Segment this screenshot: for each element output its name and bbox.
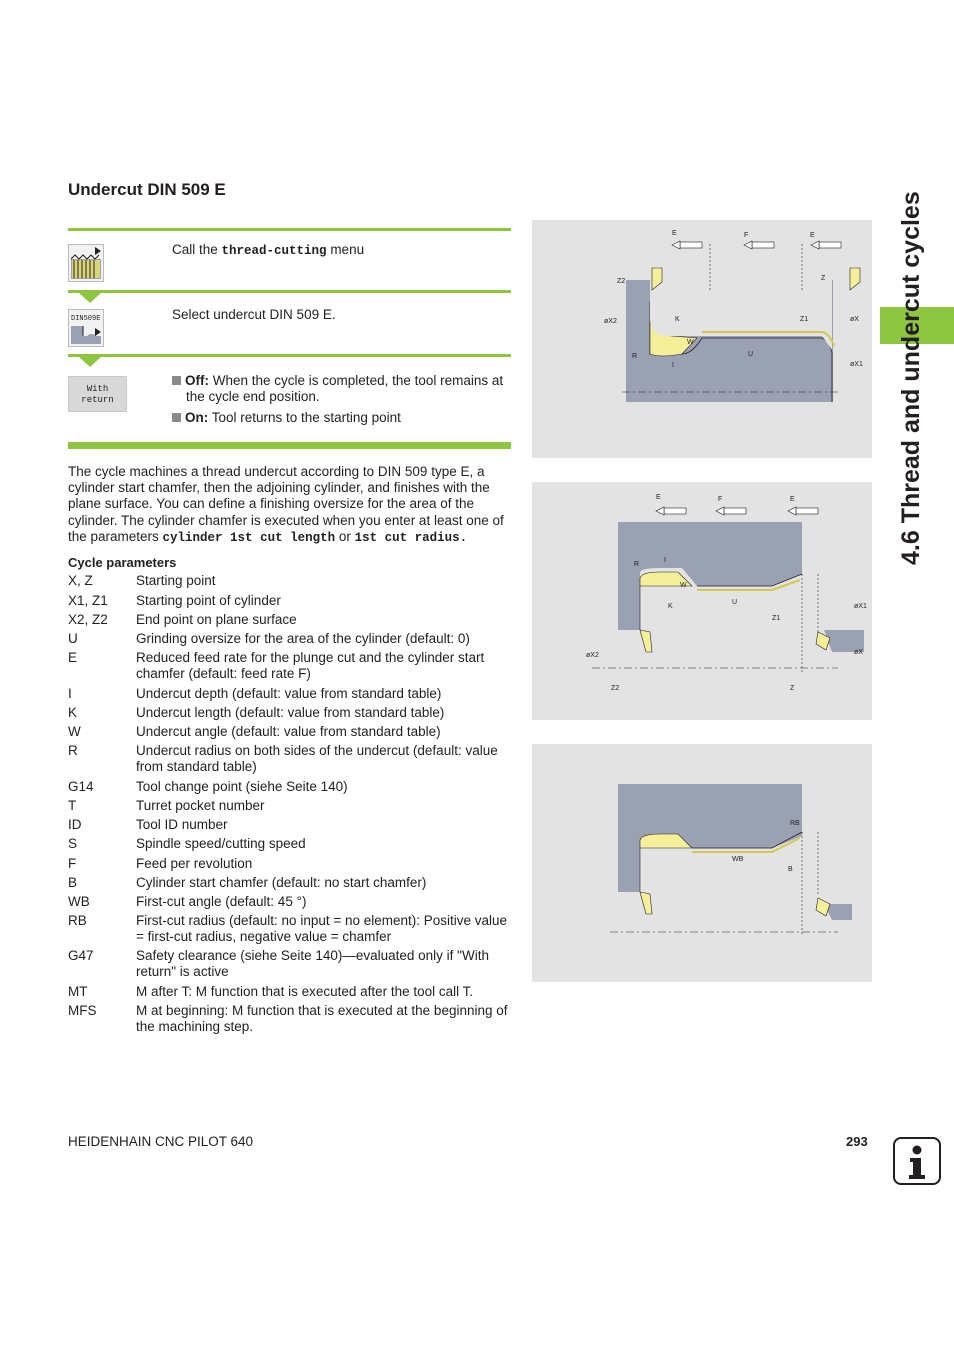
fig1-label-w: W xyxy=(687,339,694,346)
param-value: Tool change point (siehe Seite 140) xyxy=(136,779,348,794)
fig1-label-u: U xyxy=(748,351,754,358)
param-value: Starting point of cylinder xyxy=(136,593,281,608)
param-key: I xyxy=(68,686,72,701)
fig2-label-f: F xyxy=(718,496,723,503)
fig2-label-x: øX xyxy=(854,649,863,656)
step-1-suffix: menu xyxy=(326,242,365,257)
on-option xyxy=(172,410,512,426)
fig2-label-e1: E xyxy=(656,494,661,501)
bullet-icon xyxy=(172,376,181,385)
fig3-label-rb: RB xyxy=(790,820,800,827)
fig1-label-k: K xyxy=(675,316,680,323)
param-value: Tool ID number xyxy=(136,817,228,832)
step-1-prefix: Call the xyxy=(172,242,222,257)
params-heading: Cycle parameters xyxy=(68,555,177,570)
param-key: W xyxy=(68,724,81,739)
description-paragraph xyxy=(68,464,512,546)
step-2-text: Select undercut DIN 509 E. xyxy=(172,307,336,322)
param-value: Grinding oversize for the area of the cylinder (default: 0) xyxy=(136,631,470,646)
param-value: First-cut radius (default: no input = no element): Positive value = first-cut radius, negative value = chamfer xyxy=(136,913,508,944)
description-code-1: cylinder 1st cut length xyxy=(162,530,336,545)
fig1-label-z: Z xyxy=(821,275,826,282)
param-key: U xyxy=(68,631,78,646)
fig2-label-z2: Z2 xyxy=(611,685,620,692)
param-value: Undercut depth (default: value from standard table) xyxy=(136,686,442,701)
fig1-label-f: F xyxy=(744,232,749,239)
param-key: F xyxy=(68,856,77,871)
info-glyph xyxy=(895,1139,939,1183)
fig1-label-e1: E xyxy=(672,230,677,237)
footer-manual-name: HEIDENHAIN CNC PILOT 640 xyxy=(68,1134,254,1149)
param-value: Undercut angle (default: value from standard table) xyxy=(136,724,441,739)
figure-internal-undercut xyxy=(532,482,872,720)
fig2-label-z1: Z1 xyxy=(772,615,781,622)
param-key: X1, Z1 xyxy=(68,593,108,608)
param-key: G14 xyxy=(68,779,94,794)
step-arrow-icon xyxy=(79,357,101,367)
param-key: G47 xyxy=(68,948,94,963)
param-key: MT xyxy=(68,984,88,999)
param-value: Undercut radius on both sides of the undercut (default: value from standard table) xyxy=(136,743,498,774)
fig2-label-e2: E xyxy=(790,496,795,503)
param-key: E xyxy=(68,650,78,665)
chapter-title-text: 4.6 Thread and undercut cycles xyxy=(897,191,925,565)
param-value: Safety clearance (siehe Seite 140)—evaluated only if "With return" is active xyxy=(136,948,489,979)
thread-icon xyxy=(69,245,103,281)
param-value: Undercut length (default: value from standard table) xyxy=(136,705,445,720)
step-3-options xyxy=(172,373,512,426)
fig2-label-w: W xyxy=(680,582,687,589)
page-number: 293 xyxy=(846,1134,868,1149)
thread-cutting-softkey-icon[interactable] xyxy=(68,244,104,282)
description-code-2: 1st cut radius. xyxy=(354,530,468,545)
param-value: M at beginning: M function that is executed at the beginning of the machining step. xyxy=(136,1003,508,1034)
figure-external-undercut xyxy=(532,220,872,458)
fig3-label-wb: WB xyxy=(732,856,744,863)
fig2-label-z: Z xyxy=(790,685,795,692)
param-key: X, Z xyxy=(68,573,93,588)
undercut-icon xyxy=(69,310,103,346)
with-return-softkey[interactable] xyxy=(68,376,127,412)
info-icon xyxy=(893,1137,941,1185)
param-key: MFS xyxy=(68,1003,97,1018)
fig1-label-r: R xyxy=(632,353,638,360)
step-1-text xyxy=(172,242,512,259)
param-key: WB xyxy=(68,894,90,909)
param-value: Turret pocket number xyxy=(136,798,265,813)
off-label: Off: xyxy=(185,373,209,388)
fig2-label-i: I xyxy=(664,557,666,564)
fig1-label-i: I xyxy=(672,362,674,369)
param-value: Cylinder start chamfer (default: no start chamfer) xyxy=(136,875,427,890)
bullet-icon xyxy=(172,413,181,422)
din509e-label: DIN509E xyxy=(71,315,101,323)
step-table-bottom xyxy=(68,442,511,449)
figure-start-chamfer xyxy=(532,744,872,982)
step-divider xyxy=(68,228,511,231)
step-arrow-icon xyxy=(79,293,101,303)
thread-cutting-menu-code: thread-cutting xyxy=(221,244,327,258)
fig1-label-x2: øX2 xyxy=(604,318,617,325)
fig1-label-x1: øX1 xyxy=(850,361,863,368)
fig1-label-e2: E xyxy=(810,232,815,239)
param-key: K xyxy=(68,705,78,720)
fig1-label-z2: Z2 xyxy=(617,278,626,285)
param-key: S xyxy=(68,836,78,851)
param-key: ID xyxy=(68,817,82,832)
param-key: R xyxy=(68,743,78,758)
fig2-label-u: U xyxy=(732,599,738,606)
off-text: When the cycle is completed, the tool remains at the cycle end position. xyxy=(186,373,504,404)
fig1-label-z1: Z1 xyxy=(800,316,809,323)
fig1-label-x: øX xyxy=(850,316,859,323)
param-value: Spindle speed/cutting speed xyxy=(136,836,306,851)
param-value: End point on plane surface xyxy=(136,612,297,627)
param-value: M after T: M function that is executed after the tool call T. xyxy=(136,984,474,999)
param-value: First-cut angle (default: 45 °) xyxy=(136,894,307,909)
fig2-label-x1: øX1 xyxy=(854,603,867,610)
param-key: X2, Z2 xyxy=(68,612,108,627)
off-option xyxy=(172,373,512,405)
with-return-label-1: With xyxy=(86,384,109,394)
description-text-1: The cycle machines a thread undercut according to DIN 509 type E, a cylinder start chamfer, then the adjoining cylinder, and finishes with the plane surface. You can define a finishing oversize for the area of the cylinder. The cylinder chamfer is executed when you enter at least one of the parameters xyxy=(68,464,504,544)
description-text-2: or xyxy=(335,528,355,544)
fig3-label-b: B xyxy=(788,866,793,873)
fig2-label-x2: øX2 xyxy=(586,652,599,659)
section-title: Undercut DIN 509 E xyxy=(68,180,226,199)
param-value: Feed per revolution xyxy=(136,856,253,871)
step-divider xyxy=(68,354,511,357)
on-text: Tool returns to the starting point xyxy=(208,410,401,425)
fig2-label-k: K xyxy=(668,603,673,610)
param-value: Reduced feed rate for the plunge cut and the cylinder start chamfer (default: feed rate F) xyxy=(136,650,485,681)
param-value: Starting point xyxy=(136,573,216,588)
on-label: On: xyxy=(185,410,209,425)
din509e-softkey-icon[interactable] xyxy=(68,309,104,347)
param-key: RB xyxy=(68,913,87,928)
fig2-label-r: R xyxy=(634,561,640,568)
with-return-label-2: return xyxy=(81,395,114,405)
param-key: T xyxy=(68,798,77,813)
param-key: B xyxy=(68,875,78,890)
step-divider xyxy=(68,290,511,293)
